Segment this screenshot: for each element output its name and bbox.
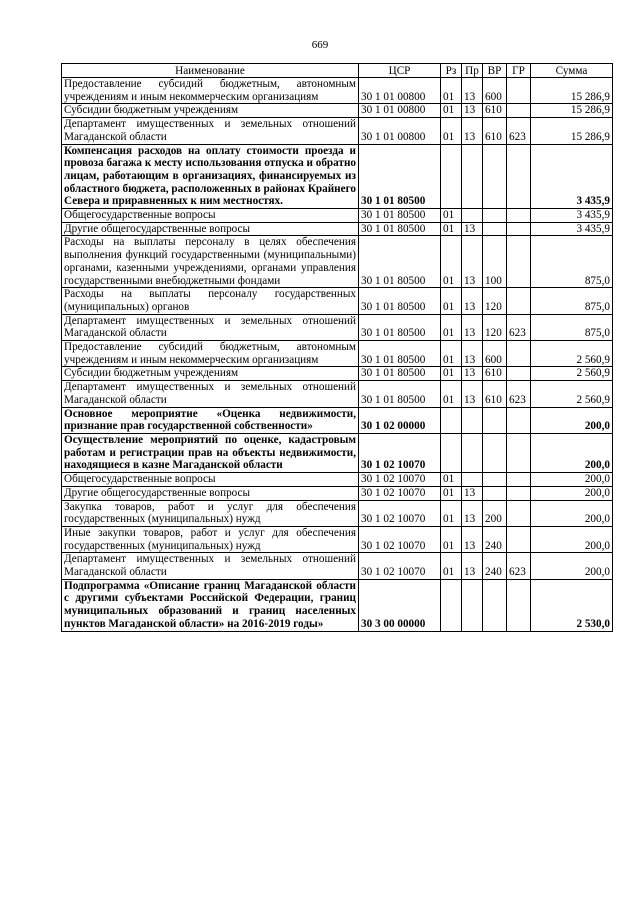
cell-pr: 13 (462, 78, 483, 104)
cell-gr (507, 433, 531, 472)
cell-rz: 01 (441, 381, 462, 407)
cell-name: Осуществление мероприятий по оценке, кадастровым работам и регистрации прав на объекты недвижимости, находящиеся в казне Магаданской области (62, 433, 359, 472)
cell-name: Департамент имущественных и земельных отношений Магаданской области (62, 553, 359, 579)
cell-rz: 01 (441, 209, 462, 223)
cell-vr (483, 222, 507, 236)
page-number: 669 (311, 39, 329, 51)
cell-name: Другие общегосударственные вопросы (62, 486, 359, 500)
table-row (62, 500, 613, 526)
cell-rz: 01 (441, 314, 462, 340)
cell-sum: 2 530,0 (531, 579, 613, 631)
cell-rz: 01 (441, 78, 462, 104)
cell-gr: 623 (507, 118, 531, 144)
cell-name: Предоставление субсидий бюджетным, автономным учреждениям и иным некоммерческим организациям (62, 78, 359, 104)
cell-rz: 01 (441, 500, 462, 526)
cell-sum: 875,0 (531, 288, 613, 314)
header-rz: Рз (441, 64, 462, 78)
header-name: Наименование (62, 64, 359, 78)
cell-gr (507, 78, 531, 104)
cell-vr: 610 (483, 367, 507, 381)
table-row (62, 579, 613, 631)
cell-sum: 15 286,9 (531, 104, 613, 118)
cell-pr: 13 (462, 222, 483, 236)
cell-vr (483, 473, 507, 487)
table-row (62, 236, 613, 288)
cell-csr: 30 1 01 80500 (359, 236, 441, 288)
cell-name: Общегосударственные вопросы (62, 473, 359, 487)
header-gr: ГР (507, 64, 531, 78)
cell-rz: 01 (441, 341, 462, 367)
cell-pr: 13 (462, 381, 483, 407)
cell-rz (441, 144, 462, 209)
cell-vr: 610 (483, 118, 507, 144)
table-row (62, 104, 613, 118)
cell-pr (462, 473, 483, 487)
cell-sum: 3 435,9 (531, 144, 613, 209)
table-row (62, 78, 613, 104)
cell-pr: 13 (462, 500, 483, 526)
cell-sum: 200,0 (531, 553, 613, 579)
cell-vr: 200 (483, 500, 507, 526)
table-row (62, 341, 613, 367)
cell-vr: 120 (483, 288, 507, 314)
cell-rz: 01 (441, 236, 462, 288)
cell-vr (483, 486, 507, 500)
cell-pr: 13 (462, 367, 483, 381)
budget-table (61, 63, 613, 632)
cell-vr: 100 (483, 236, 507, 288)
cell-gr: 623 (507, 314, 531, 340)
cell-csr: 30 1 02 10070 (359, 553, 441, 579)
cell-name: Иные закупки товаров, работ и услуг для обеспечения государственных (муниципальных) нужд (62, 526, 359, 552)
cell-csr: 30 1 01 80500 (359, 144, 441, 209)
cell-vr (483, 144, 507, 209)
cell-rz (441, 433, 462, 472)
cell-rz (441, 579, 462, 631)
cell-pr: 13 (462, 314, 483, 340)
cell-gr (507, 500, 531, 526)
cell-sum: 200,0 (531, 526, 613, 552)
cell-vr: 600 (483, 78, 507, 104)
table-row (62, 314, 613, 340)
cell-csr: 30 1 01 80500 (359, 288, 441, 314)
table-row (62, 209, 613, 223)
cell-sum: 15 286,9 (531, 118, 613, 144)
cell-vr (483, 579, 507, 631)
cell-pr: 13 (462, 486, 483, 500)
cell-name: Департамент имущественных и земельных отношений Магаданской области (62, 381, 359, 407)
cell-sum: 875,0 (531, 236, 613, 288)
cell-rz: 01 (441, 526, 462, 552)
cell-gr (507, 526, 531, 552)
cell-vr: 610 (483, 104, 507, 118)
cell-vr: 240 (483, 526, 507, 552)
cell-pr: 13 (462, 526, 483, 552)
cell-vr: 600 (483, 341, 507, 367)
cell-csr: 30 1 01 80500 (359, 367, 441, 381)
cell-pr (462, 209, 483, 223)
cell-rz: 01 (441, 486, 462, 500)
cell-gr (507, 473, 531, 487)
cell-vr (483, 407, 507, 433)
cell-sum: 200,0 (531, 407, 613, 433)
cell-name: Компенсация расходов на оплату стоимости проезда и провоза багажа к месту использования отпуска и обратно лицам, работающим в организациях, финансируемых из областного бюджета, расположенных в районах Крайнего Севера и приравненных к ним местностях. (62, 144, 359, 209)
header-sum: Сумма (531, 64, 613, 78)
table-row (62, 144, 613, 209)
cell-name: Общегосударственные вопросы (62, 209, 359, 223)
cell-name: Субсидии бюджетным учреждениям (62, 104, 359, 118)
table-header (62, 64, 613, 78)
cell-pr (462, 579, 483, 631)
cell-name: Предоставление субсидий бюджетным, автономным учреждениям и иным некоммерческим организациям (62, 341, 359, 367)
cell-csr: 30 1 01 00800 (359, 118, 441, 144)
cell-csr: 30 1 02 00000 (359, 407, 441, 433)
cell-sum: 200,0 (531, 500, 613, 526)
cell-pr (462, 433, 483, 472)
cell-name: Департамент имущественных и земельных отношений Магаданской области (62, 118, 359, 144)
cell-csr: 30 1 01 00800 (359, 78, 441, 104)
cell-csr: 30 1 01 80500 (359, 341, 441, 367)
cell-gr (507, 367, 531, 381)
header-row (62, 64, 613, 78)
cell-name: Расходы на выплаты персоналу в целях обеспечения выполнения функций государственными (муниципальными) органами, казенными учреждениями, органами управления государственными внебюджетными фондами (62, 236, 359, 288)
cell-name: Другие общегосударственные вопросы (62, 222, 359, 236)
header-vr: ВР (483, 64, 507, 78)
cell-pr (462, 144, 483, 209)
cell-gr: 623 (507, 553, 531, 579)
cell-pr: 13 (462, 118, 483, 144)
cell-gr (507, 288, 531, 314)
cell-vr: 120 (483, 314, 507, 340)
cell-gr: 623 (507, 381, 531, 407)
table-row (62, 526, 613, 552)
cell-pr: 13 (462, 288, 483, 314)
cell-sum: 3 435,9 (531, 209, 613, 223)
cell-gr (507, 104, 531, 118)
table-row (62, 407, 613, 433)
table-row (62, 367, 613, 381)
table-row (62, 288, 613, 314)
table-row (62, 381, 613, 407)
cell-pr (462, 407, 483, 433)
cell-pr: 13 (462, 104, 483, 118)
cell-gr (507, 407, 531, 433)
table-row (62, 486, 613, 500)
cell-name: Расходы на выплаты персоналу государственных (муниципальных) органов (62, 288, 359, 314)
cell-sum: 2 560,9 (531, 341, 613, 367)
cell-pr: 13 (462, 553, 483, 579)
cell-gr (507, 222, 531, 236)
cell-csr: 30 1 01 80500 (359, 314, 441, 340)
cell-gr (507, 341, 531, 367)
cell-csr: 30 1 01 80500 (359, 209, 441, 223)
cell-name: Закупка товаров, работ и услуг для обеспечения государственных (муниципальных) нужд (62, 500, 359, 526)
cell-gr (507, 236, 531, 288)
cell-csr: 30 1 01 80500 (359, 381, 441, 407)
cell-sum: 200,0 (531, 433, 613, 472)
cell-rz: 01 (441, 367, 462, 381)
cell-rz: 01 (441, 473, 462, 487)
cell-vr: 240 (483, 553, 507, 579)
cell-rz: 01 (441, 288, 462, 314)
cell-gr (507, 209, 531, 223)
cell-csr: 30 1 02 10070 (359, 473, 441, 487)
table-row (62, 118, 613, 144)
cell-rz (441, 407, 462, 433)
cell-sum: 200,0 (531, 473, 613, 487)
cell-sum: 3 435,9 (531, 222, 613, 236)
cell-sum: 2 560,9 (531, 367, 613, 381)
cell-csr: 30 3 00 00000 (359, 579, 441, 631)
cell-csr: 30 1 02 10070 (359, 500, 441, 526)
cell-rz: 01 (441, 553, 462, 579)
cell-name: Основное мероприятие «Оценка недвижимости, признание прав государственной собственности» (62, 407, 359, 433)
cell-gr (507, 486, 531, 500)
cell-vr (483, 209, 507, 223)
table-body (62, 78, 613, 632)
cell-csr: 30 1 02 10070 (359, 486, 441, 500)
table-row (62, 433, 613, 472)
cell-csr: 30 1 02 10070 (359, 433, 441, 472)
cell-name: Департамент имущественных и земельных отношений Магаданской области (62, 314, 359, 340)
header-csr: ЦСР (359, 64, 441, 78)
cell-pr: 13 (462, 236, 483, 288)
table-row (62, 222, 613, 236)
cell-sum: 15 286,9 (531, 78, 613, 104)
cell-csr: 30 1 02 10070 (359, 526, 441, 552)
header-pr: Пр (462, 64, 483, 78)
cell-csr: 30 1 01 80500 (359, 222, 441, 236)
cell-vr (483, 433, 507, 472)
cell-name: Подпрограмма «Описание границ Магаданской области с другими субъектами Российской Федерации, границ муниципальных образований и границ населенных пунктов Магаданской области» на 2016-2019 годы» (62, 579, 359, 631)
table-row (62, 553, 613, 579)
cell-name: Субсидии бюджетным учреждениям (62, 367, 359, 381)
cell-sum: 2 560,9 (531, 381, 613, 407)
cell-pr: 13 (462, 341, 483, 367)
cell-sum: 200,0 (531, 486, 613, 500)
cell-gr (507, 144, 531, 209)
cell-rz: 01 (441, 104, 462, 118)
cell-rz: 01 (441, 222, 462, 236)
table-row (62, 473, 613, 487)
cell-sum: 875,0 (531, 314, 613, 340)
cell-rz: 01 (441, 118, 462, 144)
cell-gr (507, 579, 531, 631)
cell-csr: 30 1 01 00800 (359, 104, 441, 118)
cell-vr: 610 (483, 381, 507, 407)
